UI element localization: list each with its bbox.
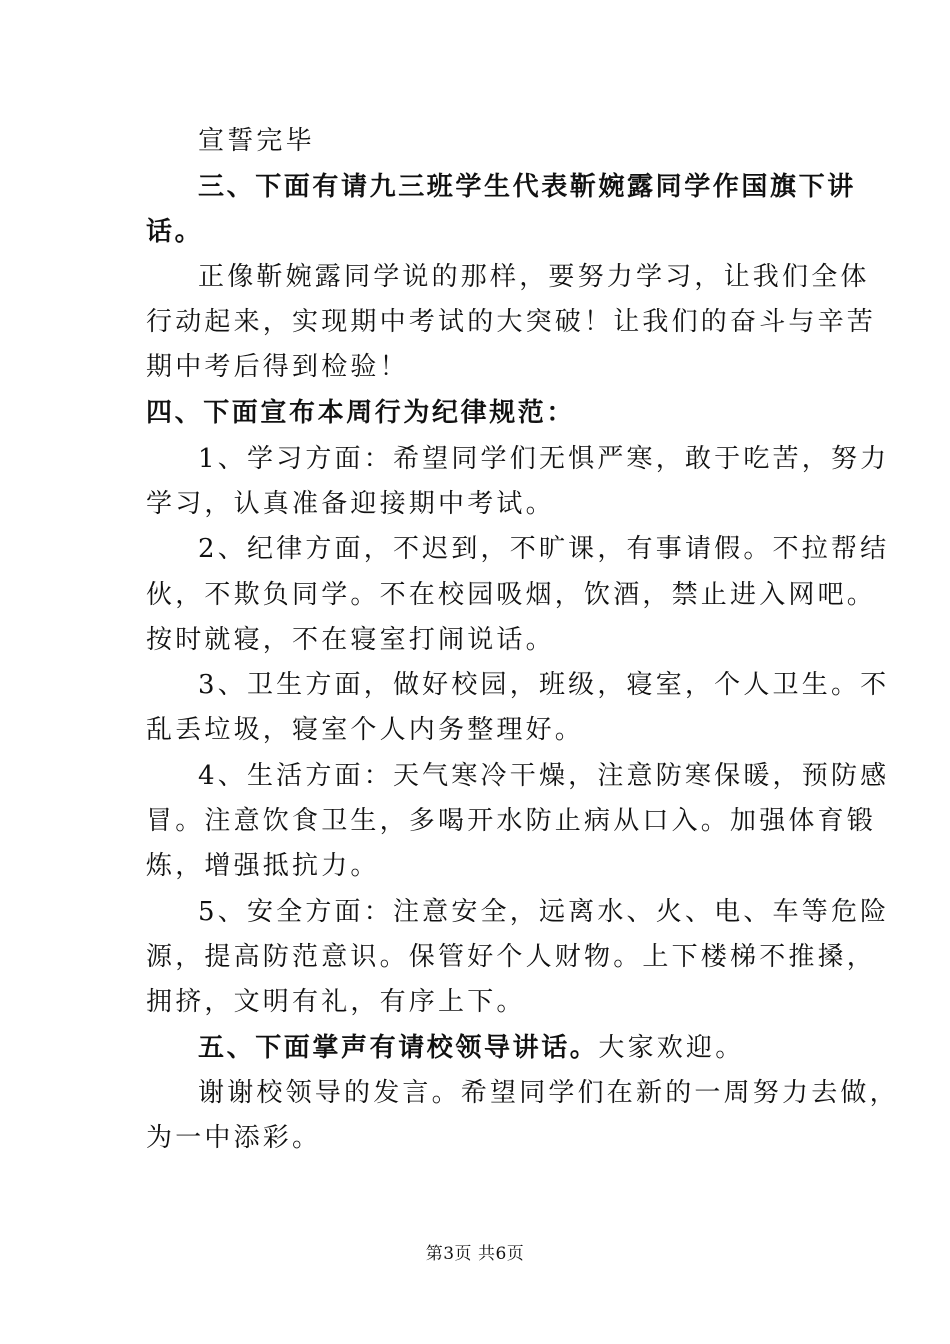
text-line: 源，提高防范意识。保管好个人财物。上下楼梯不推搡， — [146, 942, 877, 972]
text-span: 大家欢迎。 — [598, 1033, 745, 1063]
text-line: 学习，认真准备迎接期中考试。 — [146, 489, 555, 519]
section-heading-line — [198, 1032, 744, 1064]
text-line: 拥挤，文明有礼，有序上下。 — [146, 987, 526, 1017]
section-heading: 四、下面宣布本周行为纪律规范： — [146, 398, 576, 428]
text-line: 为一中添彩。 — [146, 1123, 322, 1153]
text-line: 按时就寝，不在寝室打闹说话。 — [146, 625, 555, 655]
page-footer: 第3页 共6页 — [425, 1244, 525, 1264]
text-line: 行动起来，实现期中考试的大突破！让我们的奋斗与辛苦 — [146, 307, 877, 337]
text-line: 正像靳婉露同学说的那样，要努力学习，让我们全体 — [198, 262, 870, 292]
text-line: 乱丢垃圾，寝室个人内务整理好。 — [146, 715, 585, 745]
text-line: 宣誓完毕 — [198, 126, 315, 156]
text-line: 炼，增强抵抗力。 — [146, 851, 380, 881]
text-line: 冒。注意饮食卫生，多喝开水防止病从口入。加强体育锻 — [146, 806, 877, 836]
section-heading: 五、下面掌声有请校领导讲话。 — [198, 1033, 599, 1063]
text-line: 伙，不欺负同学。不在校园吸烟，饮酒，禁止进入网吧。 — [146, 580, 877, 610]
text-line: 3、卫生方面，做好校园，班级，寝室，个人卫生。不 — [198, 670, 890, 700]
text-line: 2、纪律方面，不迟到，不旷课，有事请假。不拉帮结 — [198, 534, 890, 564]
text-line: 期中考后得到检验！ — [146, 352, 409, 382]
section-heading-continued: 话。 — [146, 217, 204, 247]
section-heading: 三、下面有请九三班学生代表靳婉露同学作国旗下讲 — [198, 172, 856, 202]
text-line: 4、生活方面：天气寒冷干燥，注意防寒保暖，预防感 — [198, 761, 890, 791]
text-line: 5、安全方面：注意安全，远离水、火、电、车等危险 — [198, 897, 890, 927]
text-line: 谢谢校领导的发言。希望同学们在新的一周努力去做， — [198, 1078, 899, 1108]
text-line: 1、学习方面：希望同学们无惧严寒，敢于吃苦，努力 — [198, 444, 890, 474]
